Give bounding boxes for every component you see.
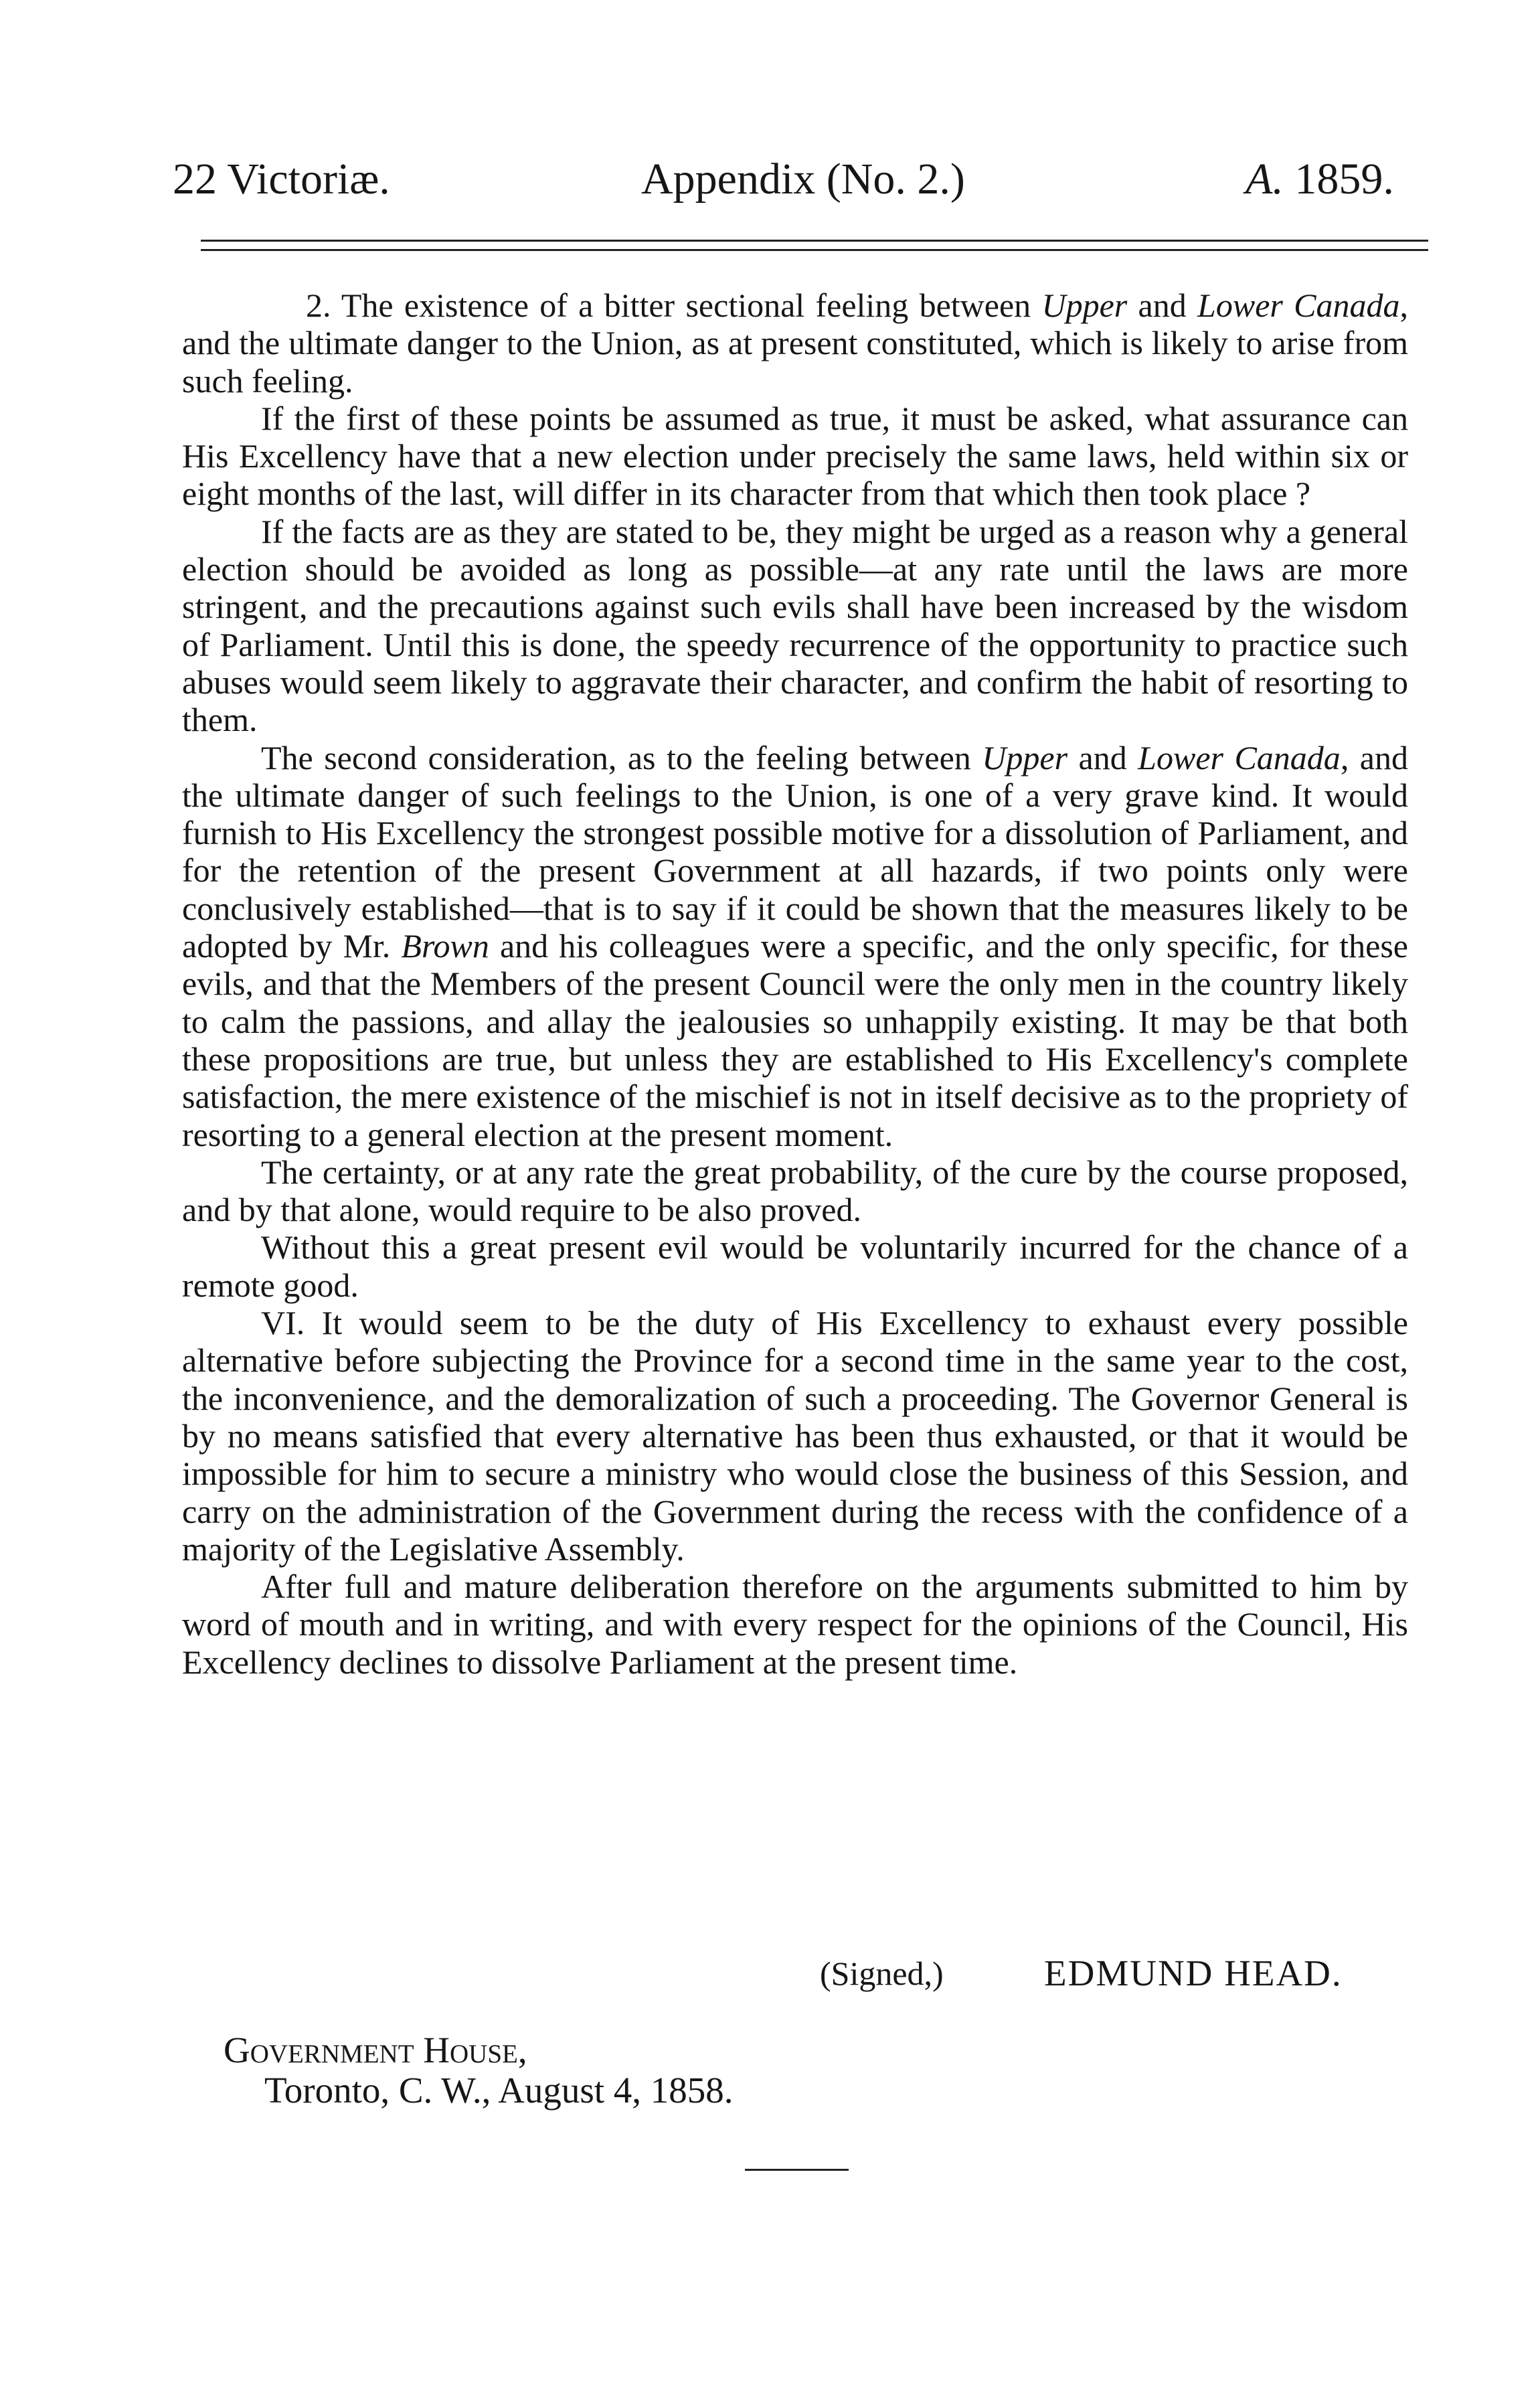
paragraph-without-this: Without this a great present evil would be voluntarily incurred for the chance of a remote good. <box>182 1228 1408 1304</box>
header-rule-bottom <box>201 249 1428 251</box>
paragraph-certainty: The certainty, or at any rate the great probability, of the cure by the course proposed, and by that alone, would require to be also proved. <box>182 1153 1408 1229</box>
page-header <box>173 153 1428 206</box>
paragraph-sectional-feeling: 2. The existence of a bitter sectional feeling between Upper and Lower Canada, and the ultimate danger to the Union, as at present constituted, which is likely to arise from such feeling. <box>182 286 1408 400</box>
header-year <box>1246 153 1394 206</box>
address-place: Government House, <box>224 2030 527 2070</box>
header-letter: A. <box>1246 155 1284 203</box>
header-year-number: 1859. <box>1294 155 1394 203</box>
header-appendix: Appendix (No. 2.) <box>641 155 965 203</box>
signed-label: (Signed,) <box>820 1955 944 1992</box>
paragraph-conclusion: After full and mature deliberation therefore on the arguments submitted to him by word of mouth and in writing, and with every respect for the opinions of the Council, His Excellency declines to dissolve Parliament at the present time. <box>182 1568 1408 1681</box>
paragraph-first-point: If the first of these points be assumed as true, it must be asked, what assurance can His Excellency have that a new election under precisely the same laws, held within six or eight months of the last, will differ in its character from that which then took place ? <box>182 399 1408 513</box>
paragraph-facts: If the facts are as they are stated to be, they might be urged as a reason why a general election should be avoided as long as possible—at any rate until the laws are more stringent, and the precautions against such evils shall have been increased by the wisdom of Parliament. Until this is done, the speedy recurrence of the opportunity to practice such abuses would seem likely to aggravate their character, and confirm the habit of resorting to them. <box>182 512 1408 739</box>
header-rule-top <box>201 240 1428 242</box>
signature-name: EDMUND HEAD. <box>1044 1953 1343 1993</box>
header-volume: 22 Victoriæ. <box>173 155 390 203</box>
address-date: Toronto, C. W., August 4, 1858. <box>264 2070 734 2111</box>
paragraph-second-consideration: The second consideration, as to the feeling between Upper and Lower Canada, and the ultimate danger of such feelings to the Union, is one of a very grave kind. It would furnish to His Excellency the strongest possible motive for a dissolution of Parliament, and for the retention of the present Government at all hazards, if two points only were conclusively established—that is to say if it could be shown that the measures likely to be adopted by Mr. Brown and his colleagues were a specific, and the only specific, for these evils, and that the Members of the present Council were the only men in the country likely to calm the passions, and allay the jealousies so unhappily existing. It may be that both these propositions are true, but unless they are established to His Excellency's complete satisfaction, the mere existence of the mischief is not in itself decisive as to the propriety of resorting to a general election at the present moment. <box>182 738 1408 1153</box>
document-body <box>182 286 1408 1681</box>
paragraph-six: VI. It would seem to be the duty of His Excellency to exhaust every possible alternative before subjecting the Province for a second time in the same year to the cost, the inconvenience, and the demoralization of such a proceeding. The Governor General is by no means satisfied that every alternative has been thus exhausted, or that it would be impossible for him to secure a ministry who would close the business of this Session, and carry on the administration of the Government during the recess with the confidence of a majority of the Legislative Assembly. <box>182 1304 1408 1568</box>
end-divider <box>745 2169 849 2171</box>
